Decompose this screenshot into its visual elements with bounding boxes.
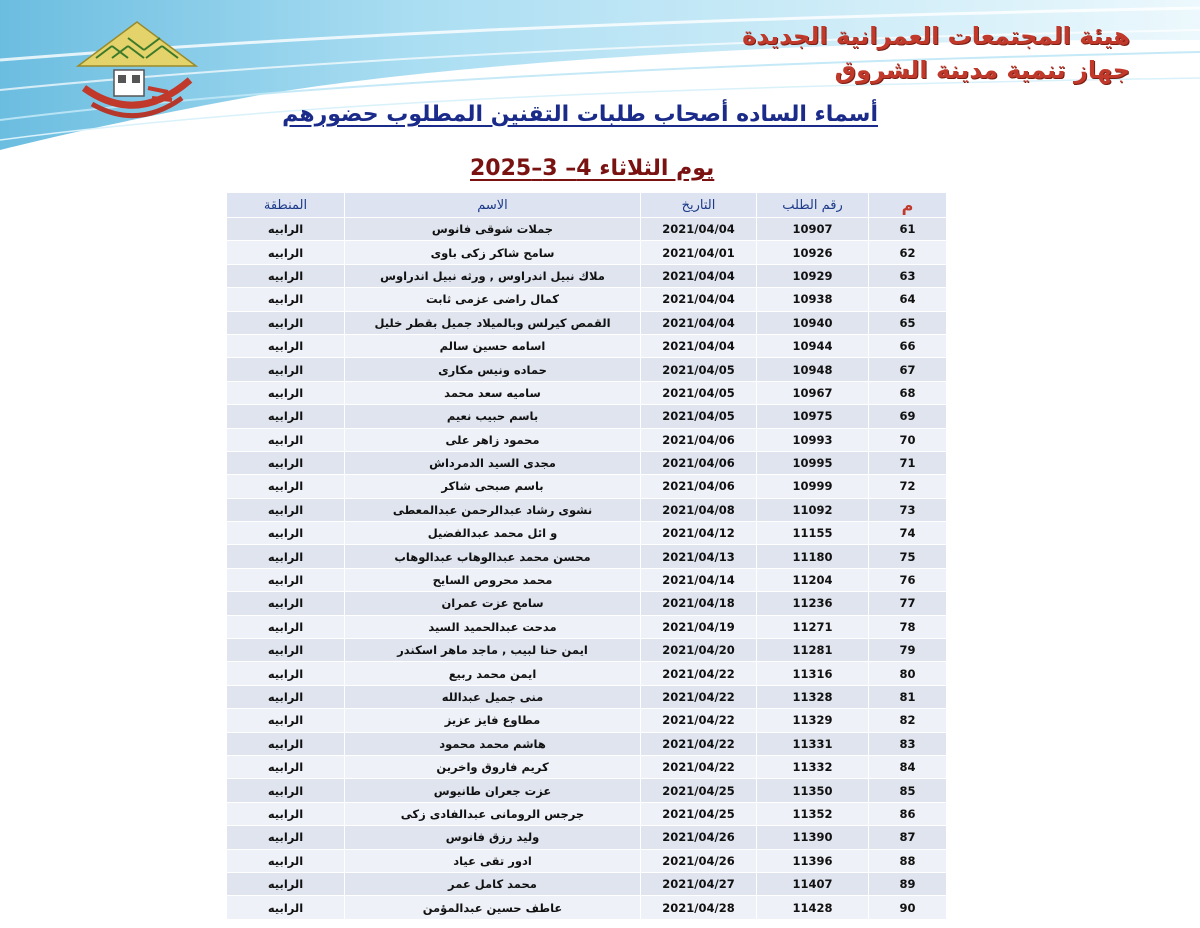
area: الرابيه	[227, 755, 345, 778]
area: الرابيه	[227, 358, 345, 381]
request-number: 11350	[757, 779, 869, 802]
applicant-name: باسم حبيب نعيم	[345, 405, 641, 428]
row-index: 71	[869, 451, 947, 474]
table-row	[227, 849, 947, 872]
request-number: 11281	[757, 639, 869, 662]
table-row	[227, 896, 947, 919]
row-index: 85	[869, 779, 947, 802]
table-row	[227, 475, 947, 498]
applicant-name: ملاك نبيل اندراوس , ورثه نبيل اندراوس	[345, 264, 641, 287]
row-index: 61	[869, 218, 947, 241]
request-number: 10995	[757, 451, 869, 474]
table-row	[227, 522, 947, 545]
area: الرابيه	[227, 545, 345, 568]
table-row	[227, 662, 947, 685]
area: الرابيه	[227, 639, 345, 662]
request-date: 2021/04/14	[641, 568, 757, 591]
area: الرابيه	[227, 288, 345, 311]
request-number: 11331	[757, 732, 869, 755]
request-number: 11092	[757, 498, 869, 521]
applicant-name: القمص كيرلس وبالميلاد جميل بقطر خليل	[345, 311, 641, 334]
applicant-name: جرجس الرومانى عبدالفادى زكى	[345, 802, 641, 825]
applicant-name: سامح شاكر زكى باوى	[345, 241, 641, 264]
request-number: 10940	[757, 311, 869, 334]
applicant-name: محمد محروص السايح	[345, 568, 641, 591]
area: الرابيه	[227, 264, 345, 287]
row-index: 84	[869, 755, 947, 778]
request-number: 10926	[757, 241, 869, 264]
request-number: 11180	[757, 545, 869, 568]
applicant-name: ايمن حنا لبيب , ماجد ماهر اسكندر	[345, 639, 641, 662]
row-index: 76	[869, 568, 947, 591]
area: الرابيه	[227, 685, 345, 708]
area: الرابيه	[227, 826, 345, 849]
column-header-index: م	[869, 193, 947, 218]
applicant-name: وليد رزق فانوس	[345, 826, 641, 849]
request-number: 10929	[757, 264, 869, 287]
table-row	[227, 709, 947, 732]
applicants-table	[226, 192, 947, 920]
area: الرابيه	[227, 662, 345, 685]
row-index: 87	[869, 826, 947, 849]
request-date: 2021/04/28	[641, 896, 757, 919]
table-row	[227, 615, 947, 638]
organization-subtitle: جهاز تنمية مدينة الشروق	[834, 56, 1130, 84]
session-date: يوم الثلاثاء 4– 3–2025	[470, 156, 715, 181]
table-row	[227, 639, 947, 662]
applicant-name: عاطف حسين عبدالمؤمن	[345, 896, 641, 919]
table-row	[227, 358, 947, 381]
request-number: 11407	[757, 872, 869, 895]
request-number: 11428	[757, 896, 869, 919]
applicant-name: نشوى رشاد عبدالرحمن عبدالمعطى	[345, 498, 641, 521]
table-row	[227, 732, 947, 755]
table-row	[227, 592, 947, 615]
row-index: 83	[869, 732, 947, 755]
request-date: 2021/04/06	[641, 451, 757, 474]
area: الرابيه	[227, 802, 345, 825]
request-date: 2021/04/25	[641, 802, 757, 825]
table-row	[227, 802, 947, 825]
applicant-name: جملات شوقى فانوس	[345, 218, 641, 241]
column-header-date: التاريخ	[641, 193, 757, 218]
request-number: 11316	[757, 662, 869, 685]
row-index: 90	[869, 896, 947, 919]
request-number: 10975	[757, 405, 869, 428]
applicant-name: مدحت عبدالحميد السيد	[345, 615, 641, 638]
row-index: 88	[869, 849, 947, 872]
area: الرابيه	[227, 615, 345, 638]
table-row	[227, 381, 947, 404]
organization-name: هيئة المجتمعات العمرانية الجديدة	[742, 22, 1130, 50]
applicant-name: و ائل محمد عبدالفضيل	[345, 522, 641, 545]
column-header-area: المنطقة	[227, 193, 345, 218]
table-row	[227, 241, 947, 264]
row-index: 74	[869, 522, 947, 545]
request-number: 10944	[757, 334, 869, 357]
request-date: 2021/04/06	[641, 428, 757, 451]
area: الرابيه	[227, 381, 345, 404]
table-row	[227, 685, 947, 708]
row-index: 73	[869, 498, 947, 521]
row-index: 63	[869, 264, 947, 287]
area: الرابيه	[227, 311, 345, 334]
request-date: 2021/04/22	[641, 732, 757, 755]
area: الرابيه	[227, 568, 345, 591]
request-date: 2021/04/06	[641, 475, 757, 498]
table-row	[227, 779, 947, 802]
request-date: 2021/04/05	[641, 405, 757, 428]
table-row	[227, 826, 947, 849]
request-number: 10993	[757, 428, 869, 451]
row-index: 62	[869, 241, 947, 264]
table-row	[227, 405, 947, 428]
table-row	[227, 218, 947, 241]
request-number: 11236	[757, 592, 869, 615]
table-row	[227, 568, 947, 591]
area: الرابيه	[227, 498, 345, 521]
request-date: 2021/04/22	[641, 755, 757, 778]
area: الرابيه	[227, 405, 345, 428]
area: الرابيه	[227, 334, 345, 357]
row-index: 69	[869, 405, 947, 428]
table-row	[227, 755, 947, 778]
area: الرابيه	[227, 732, 345, 755]
table-row	[227, 264, 947, 287]
area: الرابيه	[227, 779, 345, 802]
table-row	[227, 311, 947, 334]
request-date: 2021/04/01	[641, 241, 757, 264]
applicant-name: مطاوع فايز عزيز	[345, 709, 641, 732]
request-number: 11328	[757, 685, 869, 708]
request-date: 2021/04/20	[641, 639, 757, 662]
applicant-name: محسن محمد عبدالوهاب عبدالوهاب	[345, 545, 641, 568]
applicant-name: منى جميل عبدالله	[345, 685, 641, 708]
request-date: 2021/04/22	[641, 709, 757, 732]
row-index: 70	[869, 428, 947, 451]
request-date: 2021/04/04	[641, 334, 757, 357]
applicant-name: ساميه سعد محمد	[345, 381, 641, 404]
applicant-name: كمال راضى عزمى ثابت	[345, 288, 641, 311]
request-date: 2021/04/18	[641, 592, 757, 615]
area: الرابيه	[227, 592, 345, 615]
row-index: 65	[869, 311, 947, 334]
request-date: 2021/04/13	[641, 545, 757, 568]
column-header-name: الاسم	[345, 193, 641, 218]
document-title: أسماء الساده أصحاب طلبات التقنين المطلوب حضورهم	[282, 102, 878, 127]
request-number: 10907	[757, 218, 869, 241]
area: الرابيه	[227, 522, 345, 545]
area: الرابيه	[227, 241, 345, 264]
request-number: 11396	[757, 849, 869, 872]
applicant-name: حماده ونيس مكارى	[345, 358, 641, 381]
applicant-name: عزت جعران طانيوس	[345, 779, 641, 802]
request-date: 2021/04/05	[641, 381, 757, 404]
request-number: 10967	[757, 381, 869, 404]
row-index: 89	[869, 872, 947, 895]
request-date: 2021/04/26	[641, 849, 757, 872]
request-number: 11204	[757, 568, 869, 591]
applicant-name: محمد كامل عمر	[345, 872, 641, 895]
request-date: 2021/04/04	[641, 311, 757, 334]
row-index: 82	[869, 709, 947, 732]
row-index: 64	[869, 288, 947, 311]
applicant-name: ايمن محمد ربيع	[345, 662, 641, 685]
request-date: 2021/04/22	[641, 662, 757, 685]
request-date: 2021/04/27	[641, 872, 757, 895]
table-header-row	[227, 193, 947, 218]
row-index: 77	[869, 592, 947, 615]
request-number: 10948	[757, 358, 869, 381]
request-date: 2021/04/19	[641, 615, 757, 638]
area: الرابيه	[227, 218, 345, 241]
row-index: 75	[869, 545, 947, 568]
row-index: 68	[869, 381, 947, 404]
request-number: 11271	[757, 615, 869, 638]
request-date: 2021/04/04	[641, 264, 757, 287]
area: الرابيه	[227, 475, 345, 498]
applicant-name: محمود زاهر على	[345, 428, 641, 451]
request-date: 2021/04/04	[641, 218, 757, 241]
request-date: 2021/04/08	[641, 498, 757, 521]
area: الرابيه	[227, 451, 345, 474]
row-index: 67	[869, 358, 947, 381]
request-number: 11352	[757, 802, 869, 825]
request-date: 2021/04/05	[641, 358, 757, 381]
table-row	[227, 428, 947, 451]
area: الرابيه	[227, 709, 345, 732]
request-date: 2021/04/25	[641, 779, 757, 802]
applicant-name: هاشم محمد محمود	[345, 732, 641, 755]
request-date: 2021/04/04	[641, 288, 757, 311]
request-number: 11329	[757, 709, 869, 732]
request-date: 2021/04/22	[641, 685, 757, 708]
row-index: 86	[869, 802, 947, 825]
applicant-name: مجدى السيد الدمرداش	[345, 451, 641, 474]
row-index: 66	[869, 334, 947, 357]
area: الرابيه	[227, 872, 345, 895]
table-body	[227, 218, 947, 920]
city-authority-logo-icon	[72, 18, 202, 126]
table-row	[227, 872, 947, 895]
column-header-request-number: رقم الطلب	[757, 193, 869, 218]
request-number: 10999	[757, 475, 869, 498]
applicant-name: سامح عزت عمران	[345, 592, 641, 615]
table-row	[227, 334, 947, 357]
area: الرابيه	[227, 849, 345, 872]
applicant-name: باسم صبحى شاكر	[345, 475, 641, 498]
table-row	[227, 545, 947, 568]
area: الرابيه	[227, 428, 345, 451]
applicant-name: اسامه حسين سالم	[345, 334, 641, 357]
request-number: 10938	[757, 288, 869, 311]
applicant-name: ادور تقى عياد	[345, 849, 641, 872]
table-row	[227, 288, 947, 311]
request-number: 11155	[757, 522, 869, 545]
row-index: 79	[869, 639, 947, 662]
area: الرابيه	[227, 896, 345, 919]
table-row	[227, 498, 947, 521]
row-index: 80	[869, 662, 947, 685]
request-number: 11390	[757, 826, 869, 849]
row-index: 72	[869, 475, 947, 498]
row-index: 78	[869, 615, 947, 638]
request-number: 11332	[757, 755, 869, 778]
request-date: 2021/04/12	[641, 522, 757, 545]
table-row	[227, 451, 947, 474]
row-index: 81	[869, 685, 947, 708]
request-date: 2021/04/26	[641, 826, 757, 849]
applicant-name: كريم فاروق واخرين	[345, 755, 641, 778]
